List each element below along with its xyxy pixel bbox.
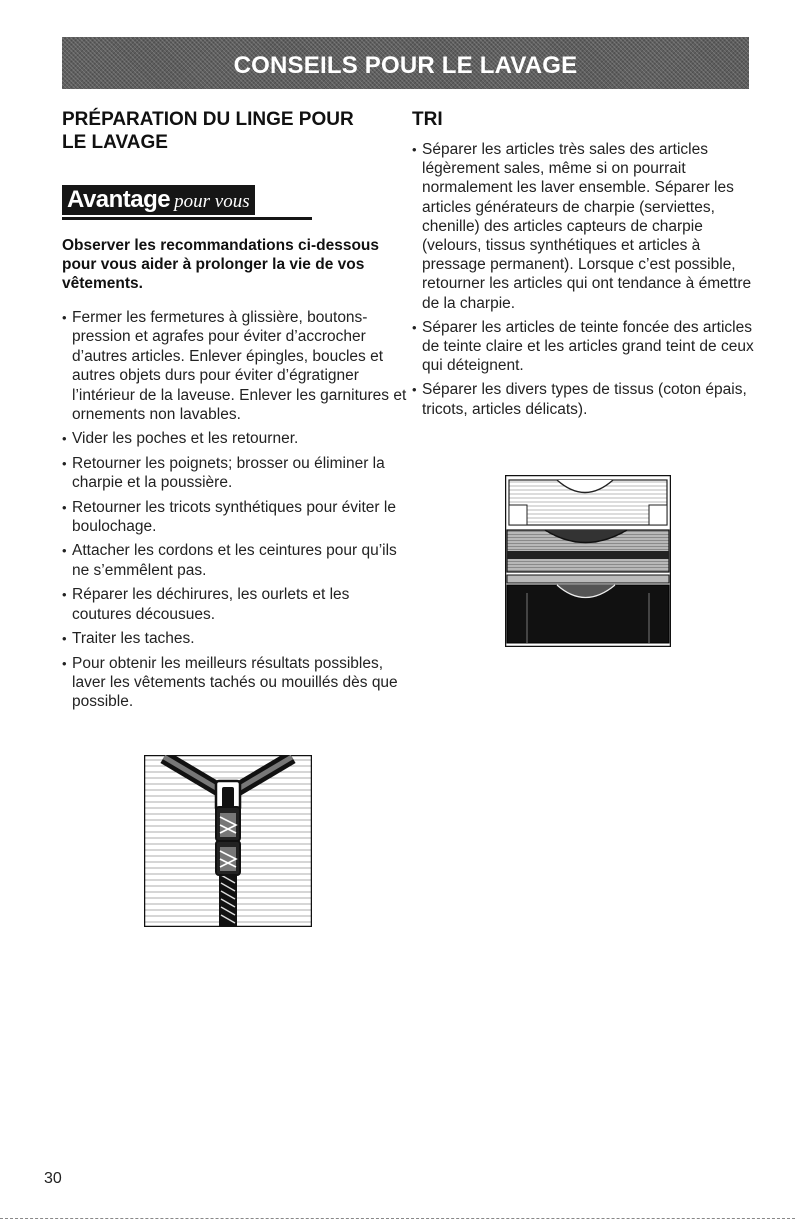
section-banner xyxy=(62,37,749,89)
list-item: • Pour obtenir les meilleurs résultats possibles, laver les vêtements tachés ou mouillés dès que possible. xyxy=(62,654,407,712)
list-item: • Attacher les cordons et les ceintures pour qu’ils ne s’emmêlent pas. xyxy=(62,541,407,580)
list-item: • Vider les poches et les retourner. xyxy=(62,429,407,448)
list-item: • Séparer les articles très sales des articles légèrement sales, même si on pourrait normalement les laver ensemble. Séparer les articles générateurs de charpie (serviettes, chenille) des articles capteurs de charpie (velours, tissus synthétiques et articles à pressage permanent). Lorsque c’est possible, retourner les articles qui ont tendance à émettre de la charpie. xyxy=(412,140,757,313)
preparation-heading-line2: LE LAVAGE xyxy=(62,132,168,153)
list-item: • Retourner les poignets; brosser ou éliminer la charpie et la poussière. xyxy=(62,454,407,493)
list-item: • Séparer les articles de teinte foncée des articles de teinte claire et les articles grand teint de ceux qui déteignent. xyxy=(412,318,757,376)
preparation-column xyxy=(62,108,407,717)
sorting-column xyxy=(412,108,757,424)
sorting-heading: TRI xyxy=(412,109,443,130)
lead-paragraph: Observer les recommandations ci-dessous pour vous aider à prolonger la vie de vos vêtements. xyxy=(62,237,380,292)
folded-shirts-icon xyxy=(505,475,671,652)
advantage-badge xyxy=(62,185,255,215)
list-item: • Traiter les taches. xyxy=(62,629,407,648)
list-item: • Fermer les fermetures à glissière, boutons-pression et agrafes pour éviter d’accrocher d’autres articles. Enlever épingles, boucles et autres objets durs pour éviter d’égratigner l’intérieur de la laveuse. Enlever les garnitures et ornements non lavables. xyxy=(62,308,407,424)
list-item: • Séparer les divers types de tissus (coton épais, tricots, articles délicats). xyxy=(412,380,757,418)
preparation-heading-line1: PRÉPARATION DU LINGE POUR xyxy=(62,109,354,130)
zipper-icon xyxy=(144,755,312,932)
advantage-sub: pour vous xyxy=(174,191,250,212)
preparation-heading xyxy=(62,108,407,154)
list-item: • Retourner les tricots synthétiques pour éviter le boulochage. xyxy=(62,498,407,537)
list-item: • Réparer les déchirures, les ourlets et les coutures décousues. xyxy=(62,585,407,624)
footer-rule xyxy=(0,1218,795,1219)
sorting-list xyxy=(412,140,757,419)
advantage-word: Avantage xyxy=(67,186,171,213)
banner-title: CONSEILS POUR LE LAVAGE xyxy=(233,52,578,79)
advantage-underline xyxy=(62,217,312,220)
preparation-list xyxy=(62,308,407,712)
page-number: 30 xyxy=(44,1170,62,1187)
